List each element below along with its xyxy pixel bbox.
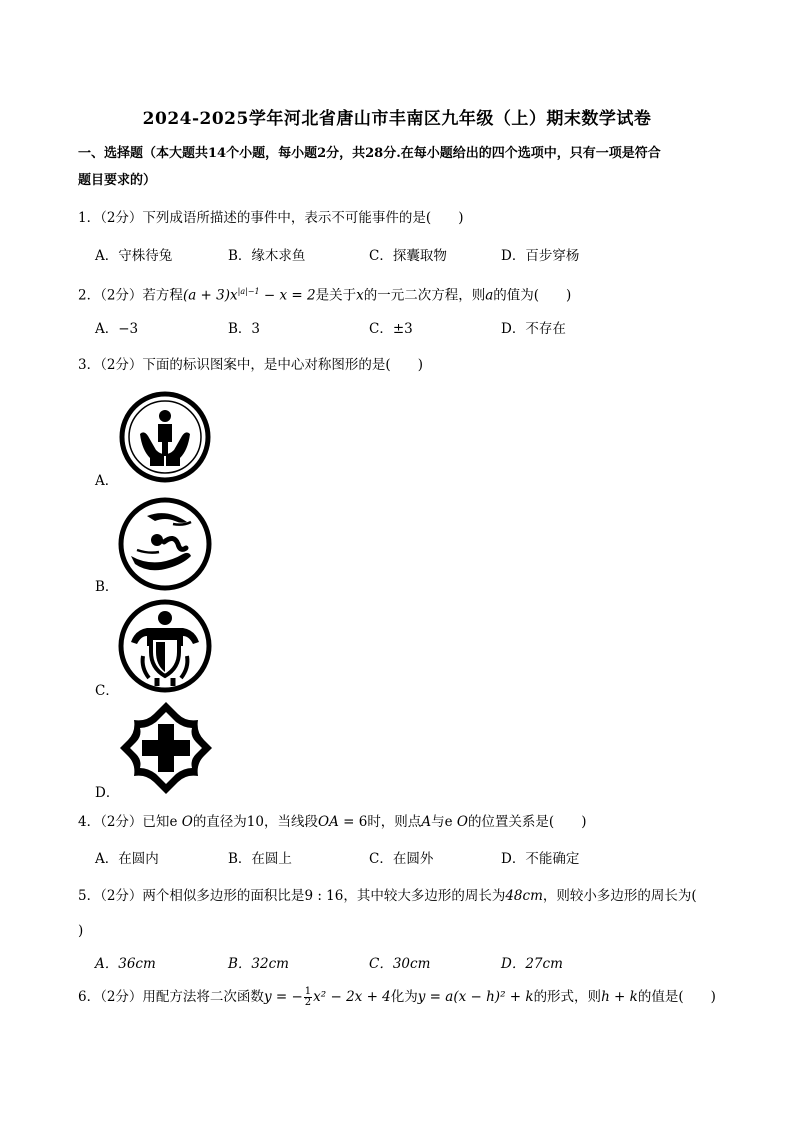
h-plus-k: h + k (601, 989, 638, 1005)
question-2-expr: (a + 3)x (182, 287, 238, 304)
question-5-line2: ) (78, 923, 84, 939)
option-a-letter: A． (95, 473, 119, 489)
option-a: A．在圆内 (95, 851, 159, 867)
option-d: D．不存在 (501, 321, 566, 337)
var-o: O (456, 814, 468, 830)
option-d-letter: D． (95, 785, 120, 801)
function-lhs: y = − (263, 989, 303, 1005)
var-x: x (356, 287, 364, 304)
question-4-text3: 时，则点 (367, 814, 422, 830)
option-c-letter: C． (95, 683, 119, 699)
question-3: 3．（2分）下面的标识图案中，是中心对称图形的是( ) (78, 357, 423, 373)
var-oa: OA (318, 814, 339, 830)
option-a: A．守株待兔 (95, 248, 173, 264)
question-2-expr-rest: − x = 2 (259, 287, 316, 304)
option-b: B．3 (228, 321, 261, 337)
question-2-exponent: |a|−1 (237, 287, 260, 296)
option-c: C．±3 (369, 321, 413, 337)
section-heading (78, 140, 718, 194)
section-heading-line2: 题目要求的） (78, 173, 157, 188)
page-title: 2024-2025学年河北省唐山市丰南区九年级（上）期末数学试卷 (142, 109, 652, 129)
option-d: D．27cm (501, 956, 563, 972)
question-5-text3: ，则较小多边形的周长为( (542, 888, 697, 904)
question-6-text2: 化为 (390, 989, 418, 1005)
question-4-eq: = 6 (338, 814, 368, 830)
function-rhs: x² − 2x + 4 (313, 989, 391, 1005)
circle-symbol: e (444, 814, 453, 830)
option-b: B．在圆上 (228, 851, 292, 867)
option-d: D．不能确定 (501, 851, 580, 867)
hands-baby-icon (117, 496, 213, 592)
option-d: D．百步穿杨 (501, 248, 580, 264)
option-b-letter: B． (95, 579, 119, 595)
question-2-text2: 的一元二次方程，则 (363, 287, 486, 304)
fraction-denominator: 2 (304, 997, 312, 1008)
child-protection-icon (118, 390, 212, 484)
question-5 (78, 886, 728, 906)
option-c: C．探囊取物 (369, 248, 447, 264)
question-4 (78, 812, 728, 832)
question-4-text2: 的直径为10，当线段 (192, 814, 318, 830)
question-6 (78, 987, 728, 1008)
question-4-text: 4．（2分）已知 (78, 814, 170, 830)
var-a: a (485, 287, 494, 304)
question-1: 1．（2分）下列成语所描述的事件中，表示不可能事件的是( ) (78, 210, 464, 226)
medical-cross-icon (118, 700, 214, 796)
option-a: A．−3 (95, 321, 139, 337)
fraction-numerator: 1 (304, 986, 312, 997)
circle-symbol: e (169, 814, 178, 830)
question-5-text2: ，其中较大多边形的周长为 (343, 888, 506, 904)
question-2-tail: 的值为( ) (493, 287, 572, 304)
question-6-text3: 的形式，则 (533, 989, 602, 1005)
question-6-text: 6．（2分）用配方法将二次函数 (78, 989, 264, 1005)
ratio: 9 : 16 (304, 888, 344, 904)
option-c: C．在圆外 (369, 851, 434, 867)
question-2 (78, 282, 728, 306)
question-2-num: 2．（2分）若方程 (78, 287, 183, 304)
option-b: B．缘木求鱼 (228, 248, 306, 264)
var-a-point: A (421, 814, 432, 830)
question-4-text4: 与 (431, 814, 445, 830)
fraction (304, 987, 312, 1008)
option-a: A．36cm (95, 956, 156, 972)
question-4-tail: 的位置关系是( ) (467, 814, 587, 830)
shield-person-icon (117, 598, 213, 694)
question-6-tail: 的值是( ) (637, 989, 716, 1005)
option-b: B．32cm (228, 956, 289, 972)
section-heading-line1: 一、选择题（本大题共14个小题，每小题2分，共28分.在每小题给出的四个选项中，只有一项是符合 (78, 146, 661, 161)
option-c: C．30cm (369, 956, 431, 972)
question-5-text: 5．（2分）两个相似多边形的面积比是 (78, 888, 305, 904)
question-2-text: 是关于 (315, 287, 357, 304)
vertex-form: y = a(x − h)² + k (417, 989, 534, 1005)
perimeter: 48cm (505, 888, 543, 904)
var-o: O (181, 814, 193, 830)
